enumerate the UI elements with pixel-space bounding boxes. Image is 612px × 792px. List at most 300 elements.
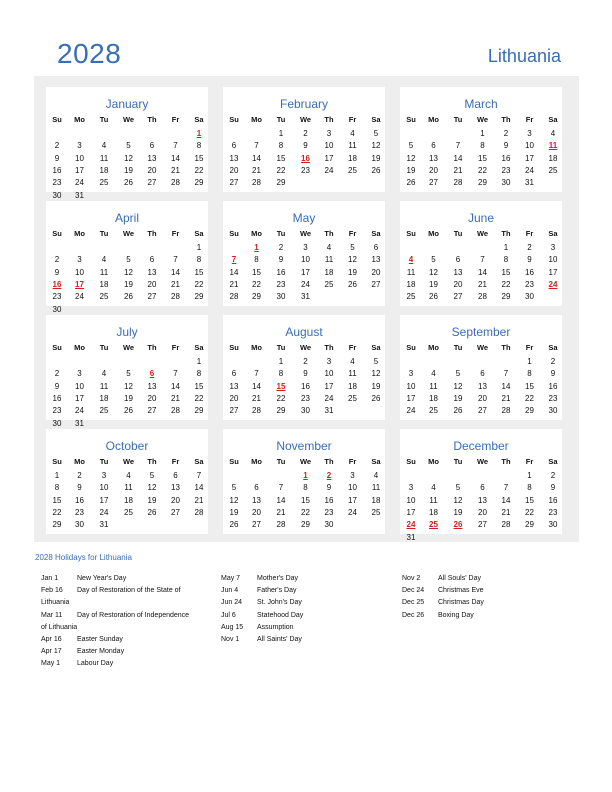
calendar-day: 11 [348,141,357,151]
holiday-row [41,634,189,646]
calendar-day: 5 [126,141,131,151]
calendar-day: 9 [278,255,284,265]
calendar-day: 25 [99,406,109,416]
calendar-day: 12 [429,267,438,277]
calendar-day: 3 [326,129,332,138]
calendar-day: 15 [194,267,204,277]
calendar-day: 2 [303,129,308,138]
calendar-day: 9 [54,267,60,277]
calendar-day: 25 [99,178,109,188]
calendar-day: 25 [371,507,381,517]
holiday-date: Jul 6 [221,611,236,619]
calendar-day: 19 [124,279,133,289]
weekday-label: Fr [171,457,180,466]
calendar-day: 11 [429,495,438,505]
calendar-day: 12 [453,381,463,391]
calendar-day: 13 [147,153,157,163]
weekday-label: We [476,229,489,238]
calendar-day: 19 [371,153,381,163]
holiday-name: Day of Restoration of Independence [77,611,190,619]
calendar-day: 2 [77,471,82,480]
calendar-day: 20 [453,279,463,289]
calendar-day: 3 [408,483,414,493]
calendar-day: 29 [194,178,204,188]
calendar-day: 31 [406,532,416,542]
month-name: December [453,439,509,453]
holiday-day: 24 [406,520,416,530]
calendar-day: 15 [52,495,62,505]
weekday-label: We [299,115,312,124]
calendar-day: 7 [278,483,284,493]
calendar-day: 20 [147,165,157,175]
calendar-day: 11 [99,381,109,391]
calendar-day: 1 [196,243,202,252]
weekday-label: Mo [74,457,85,466]
calendar-day: 23 [548,393,558,403]
calendar-day: 9 [303,141,308,151]
weekday-label: Th [501,343,511,352]
calendar-day: 25 [99,292,109,302]
calendar-day: 18 [348,153,357,163]
calendar-day: 17 [348,495,357,505]
holiday-name: Boxing Day [438,611,474,619]
holiday-name: All Saints' Day [257,636,302,644]
holiday-row [221,585,303,597]
month-july [46,315,208,428]
calendar-day: 15 [276,153,286,163]
calendar-day: 10 [525,141,534,151]
calendar-day: 4 [431,483,436,493]
weekday-label: Sa [548,229,558,238]
holiday-column [402,573,484,622]
calendar-day: 5 [373,357,379,366]
calendar-day: 21 [276,507,286,517]
calendar-day: 20 [171,495,180,505]
calendar-day: 30 [75,520,84,530]
holiday-day: 1 [196,129,202,138]
calendar-day: 28 [194,507,204,517]
calendar-day: 30 [525,292,534,302]
calendar-day: 2 [527,243,532,252]
calendar-day: 28 [229,292,239,302]
calendar-day: 26 [124,292,133,302]
holiday-day: 6 [149,369,155,379]
calendar-day: 5 [149,471,155,480]
calendar-day: 27 [147,406,157,416]
calendar-day: 7 [173,255,178,265]
calendar-day: 25 [548,165,558,175]
calendar-day: 2 [303,357,308,366]
calendar-day: 14 [501,381,511,391]
calendar-day: 26 [124,178,133,188]
calendar-day: 16 [525,267,534,277]
month-name: February [279,97,329,111]
weekday-label: Th [147,457,157,466]
calendar-day: 29 [276,406,286,416]
calendar-day: 31 [99,520,109,530]
calendar-day: 26 [371,393,381,403]
holiday-day: 4 [408,255,414,265]
month-name: January [105,97,149,111]
calendar-day: 2 [54,255,60,265]
calendar-day: 24 [406,406,416,416]
calendar-day: 9 [550,483,556,493]
calendar-day: 28 [171,292,180,302]
calendar-day: 22 [252,279,261,289]
weekday-label: Th [324,343,334,352]
calendar-day: 18 [99,279,109,289]
calendar-day: 7 [254,141,259,151]
calendar-day: 3 [77,141,82,151]
calendar-day: 14 [194,483,204,493]
weekday-label: Tu [99,457,109,466]
calendar-day: 21 [194,495,204,505]
calendar-day: 8 [278,141,284,151]
calendar-day: 12 [348,255,357,265]
calendar-day: 12 [371,141,381,151]
calendar-day: 26 [147,507,157,517]
holiday-date: Nov 1 [221,636,240,644]
calendar-day: 27 [229,178,239,188]
calendar-day: 1 [527,471,532,480]
calendar-day: 12 [453,495,463,505]
calendar-day: 24 [75,178,84,188]
calendar-day: 9 [326,483,332,493]
calendar-day: 8 [303,483,308,493]
calendar-day: 6 [231,369,237,379]
holiday-row [41,597,189,609]
month-name: July [116,325,138,339]
calendar-day: 13 [478,381,487,391]
calendar-day: 10 [406,495,416,505]
weekday-label: Sa [548,457,558,466]
weekday-label: Sa [371,229,381,238]
weekday-label: Mo [74,229,85,238]
calendar-day: 31 [75,418,84,428]
holiday-row [41,610,189,622]
weekday-label: Sa [194,457,204,466]
holiday-date: May 7 [221,575,241,582]
holiday-column [221,573,303,646]
calendar-day: 4 [373,471,379,480]
calendar-day: 11 [124,483,133,493]
calendar-day: 29 [252,292,261,302]
calendar-day: 18 [548,153,558,163]
weekday-label: Mo [251,229,262,238]
calendar-day: 28 [252,406,261,416]
holidays-title: 2028 Holidays for Lithuania [35,553,132,562]
calendar-day: 14 [229,267,239,277]
calendar-day: 21 [171,165,180,175]
calendar-day: 29 [194,406,204,416]
calendar-day: 19 [229,507,239,517]
weekday-label: We [299,343,312,352]
calendar-day: 6 [173,471,178,480]
calendar-day: 17 [324,153,334,163]
calendar-day: 15 [301,495,310,505]
holiday-day: 17 [75,279,84,289]
holiday-day: 1 [254,243,259,252]
calendar-day: 25 [406,292,416,302]
holiday-date: Jun 24 [221,599,243,607]
weekday-label: Mo [74,115,85,124]
calendar-day: 4 [431,369,436,379]
calendar-day: 29 [525,520,534,530]
weekday-label: Su [229,115,239,124]
weekday-label: Mo [428,343,439,352]
calendar-day: 5 [126,255,131,265]
month-name: April [114,211,139,225]
weekday-label: Sa [194,115,204,124]
calendar-day: 28 [478,292,487,302]
calendar-day: 17 [99,495,109,505]
calendar-day: 4 [350,129,355,138]
calendar-day: 12 [229,495,239,505]
calendar-day: 22 [194,393,204,403]
holiday-name: Statehood Day [257,611,304,619]
calendar-day: 29 [276,178,286,188]
calendar-day: 14 [501,495,511,505]
calendar-day: 19 [147,495,157,505]
holiday-date: Aug 15 [221,623,244,631]
calendar-day: 2 [278,243,284,252]
calendar-day: 6 [254,483,259,493]
weekday-label: Th [324,229,334,238]
calendar-day: 22 [525,393,534,403]
calendar-day: 22 [525,507,534,517]
weekday-label: Th [501,115,511,124]
holiday-day: 15 [276,381,286,391]
calendar-day: 26 [229,520,239,530]
weekday-label: Su [229,343,239,352]
holiday-row [221,597,303,609]
calendar-day: 11 [99,153,109,163]
calendar-day: 15 [478,153,487,163]
holiday-name: of Lithuania [41,623,78,631]
calendar-day: 13 [478,495,487,505]
calendar-day: 26 [371,165,381,175]
calendar-day: 8 [254,255,259,265]
weekday-label: Su [52,343,62,352]
calendar-day: 11 [371,483,381,493]
weekday-label: Tu [99,229,109,238]
calendar-day: 18 [406,279,416,289]
weekday-label: Mo [74,343,85,352]
weekday-label: Tu [453,343,463,352]
calendar-day: 18 [429,393,438,403]
calendar-day: 16 [548,495,558,505]
calendar-day: 23 [52,292,62,302]
calendar-day: 21 [453,165,463,175]
calendar-day: 30 [52,418,62,428]
calendar-day: 2 [503,129,509,138]
calendar-day: 25 [124,507,133,517]
calendar-day: 18 [348,381,357,391]
calendar-day: 30 [548,520,558,530]
weekday-label: Mo [251,457,262,466]
holiday-name: All Souls' Day [438,575,481,582]
holiday-name: Assumption [257,623,294,631]
calendar-day: 2 [550,357,556,366]
calendar-day: 30 [301,406,310,416]
calendar-day: 26 [348,279,357,289]
calendar-day: 26 [429,292,438,302]
calendar-day: 20 [252,507,261,517]
calendar-day: 10 [324,369,334,379]
weekday-label: Sa [194,343,204,352]
weekday-label: Th [147,115,157,124]
holiday-name: Father's Day [257,587,297,595]
weekday-label: Fr [171,229,180,238]
calendar-day: 22 [194,165,204,175]
calendar-day: 10 [348,483,357,493]
holiday-row [402,585,484,597]
weekday-label: Mo [251,115,262,124]
calendar-day: 29 [301,520,310,530]
calendar-day: 27 [171,507,180,517]
holiday-day: 7 [231,255,237,265]
holiday-name: Easter Sunday [77,636,123,644]
calendar-day: 15 [525,495,534,505]
holiday-name: Mother's Day [257,575,299,582]
weekday-label: Th [501,229,511,238]
calendar-day: 14 [171,153,180,163]
calendar-day: 6 [149,141,155,151]
calendar-day: 16 [75,495,84,505]
weekday-label: Th [324,115,334,124]
calendar-day: 22 [194,279,204,289]
weekday-label: We [122,115,135,124]
weekday-label: Fr [171,115,180,124]
calendar-day: 8 [196,141,202,151]
calendar-day: 19 [453,393,463,403]
calendar-day: 6 [373,243,379,252]
holiday-date: Mar 11 [41,611,63,619]
weekday-label: Sa [371,343,381,352]
calendar-day: 16 [548,381,558,391]
calendar-day: 4 [350,357,355,366]
weekday-label: Sa [194,229,204,238]
calendar-day: 23 [548,507,558,517]
weekday-label: Mo [428,457,439,466]
calendar-day: 31 [301,292,310,302]
calendar-day: 15 [194,381,204,391]
calendar-day: 19 [429,279,438,289]
calendar-day: 16 [501,153,511,163]
month-march [400,87,562,192]
holiday-row [402,610,484,622]
calendar-day: 28 [171,178,180,188]
calendar-day: 3 [527,129,532,138]
calendar-day: 1 [480,129,485,138]
calendar-day: 17 [75,393,84,403]
weekday-label: We [476,457,489,466]
weekday-label: We [122,343,135,352]
calendar-day: 13 [252,495,261,505]
calendar-day: 1 [278,357,284,366]
calendar-day: 13 [229,381,239,391]
month-february [223,87,385,192]
holiday-row [41,585,189,597]
holiday-name: Lithuania [41,599,70,607]
calendar-day: 5 [350,243,355,252]
calendar-day: 4 [326,243,332,252]
weekday-label: Th [501,457,511,466]
calendar-day: 24 [348,507,357,517]
weekday-label: Mo [251,343,262,352]
calendar-day: 8 [503,255,509,265]
calendar-day: 24 [301,279,310,289]
weekday-label: Th [324,457,334,466]
calendar-day: 20 [147,279,157,289]
calendar-day: 27 [147,178,157,188]
calendar-day: 5 [431,255,436,265]
calendar-day: 13 [147,381,157,391]
calendar-day: 23 [525,279,534,289]
calendar-day: 3 [77,255,82,265]
calendar-day: 19 [124,165,133,175]
holiday-name: Christmas Eve [438,587,484,595]
calendar-day: 28 [453,178,463,188]
calendar-day: 27 [453,292,463,302]
calendar-day: 14 [171,381,180,391]
calendar-day: 9 [77,483,82,493]
calendar-day: 21 [229,279,239,289]
calendar-day: 5 [408,141,414,151]
calendar-day: 8 [278,369,284,379]
calendar-day: 19 [348,267,357,277]
calendar-day: 1 [278,129,284,138]
calendar-day: 8 [196,255,202,265]
calendar-day: 27 [478,520,487,530]
calendar-day: 30 [52,190,62,200]
holiday-row [41,646,189,658]
calendar-day: 13 [429,153,438,163]
calendar-day: 9 [54,381,60,391]
calendar-day: 21 [501,393,511,403]
month-name: October [105,439,149,453]
month-april [46,201,208,314]
calendar-day: 29 [194,292,204,302]
weekday-label: We [122,229,135,238]
weekday-label: Fr [525,229,534,238]
calendar-day: 23 [52,406,62,416]
calendar-day: 11 [429,381,438,391]
calendar-day: 1 [527,357,532,366]
holiday-date: Jan 1 [41,575,59,582]
holiday-day: 24 [548,279,558,289]
calendar-day: 31 [75,190,84,200]
weekday-label: Tu [453,457,463,466]
calendar-day: 12 [124,381,133,391]
weekday-label: Sa [548,115,558,124]
weekday-label: Mo [428,115,439,124]
holiday-name: St. John's Day [257,599,302,607]
weekday-label: Su [406,115,416,124]
weekday-label: Tu [276,343,286,352]
calendar-day: 13 [171,483,180,493]
calendar-day: 4 [101,255,107,265]
month-name: November [276,439,332,453]
calendar-day: 20 [229,165,239,175]
weekday-label: Fr [348,115,357,124]
calendar-day: 13 [147,267,157,277]
holiday-row [221,622,303,634]
calendar-day: 3 [350,471,355,480]
calendar-day: 21 [171,393,180,403]
calendar-day: 29 [501,292,511,302]
calendar-day: 11 [348,369,357,379]
